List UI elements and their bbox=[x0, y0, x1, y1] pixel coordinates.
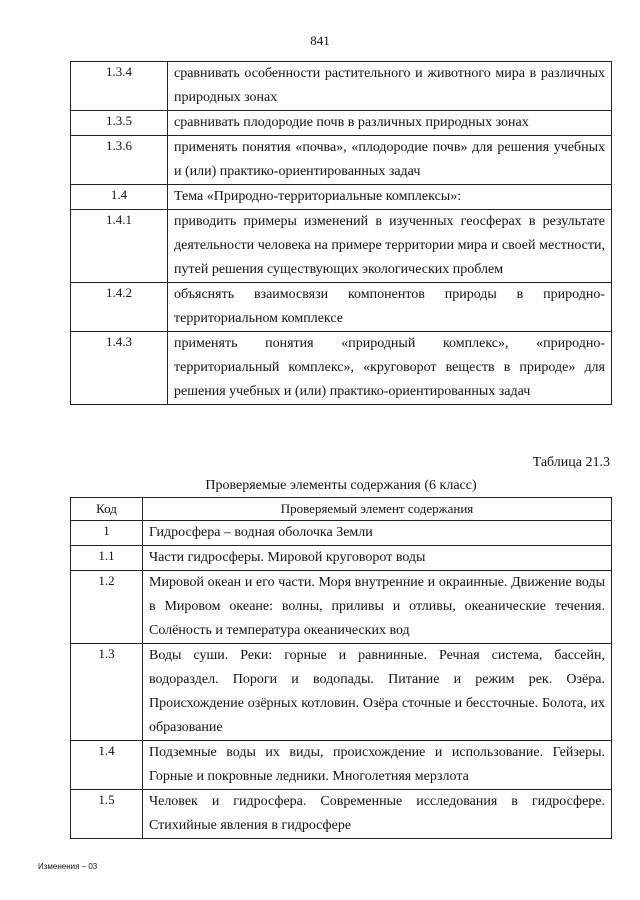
table-row bbox=[71, 332, 612, 405]
row-code: 1.4.1 bbox=[71, 210, 168, 283]
table-header-row bbox=[71, 498, 612, 521]
table-number: Таблица 21.3 bbox=[532, 455, 610, 470]
footer-revision: Изменения – 03 bbox=[38, 862, 98, 871]
page-number: 841 bbox=[310, 33, 330, 48]
table-row bbox=[71, 790, 612, 839]
row-text: применять понятия «почва», «плодородие почв» для решения учебных и (или) практико-ориентированных задач bbox=[168, 136, 612, 185]
row-text: приводить примеры изменений в изученных геосферах в результате деятельности человека на примере территории мира и своей местности, путей решения существующих экологических проблем bbox=[168, 210, 612, 283]
row-code: 1.2 bbox=[71, 571, 143, 644]
row-text: сравнивать плодородие почв в различных природных зонах bbox=[168, 111, 612, 136]
table-row bbox=[71, 644, 612, 741]
table-row bbox=[71, 546, 612, 571]
row-text: объяснять взаимосвязи компонентов природы в природно-территориальном комплексе bbox=[168, 283, 612, 332]
row-text: Части гидросферы. Мировой круговорот воды bbox=[143, 546, 612, 571]
row-text: Человек и гидросфера. Современные исследования в гидросфере. Стихийные явления в гидросфере bbox=[143, 790, 612, 839]
row-code: 1.4.3 bbox=[71, 332, 168, 405]
row-text: сравнивать особенности растительного и животного мира в различных природных зонах bbox=[168, 62, 612, 111]
table-row bbox=[71, 210, 612, 283]
table-row bbox=[71, 521, 612, 546]
row-code: 1.4 bbox=[71, 741, 143, 790]
table-row bbox=[71, 283, 612, 332]
table-row bbox=[71, 185, 612, 210]
row-code: 1.4 bbox=[71, 185, 168, 210]
row-code: 1.1 bbox=[71, 546, 143, 571]
header-code: Код bbox=[71, 498, 143, 521]
row-code: 1.3.4 bbox=[71, 62, 168, 111]
row-text: Мировой океан и его части. Моря внутренние и окраинные. Движение воды в Мировом океане: волны, приливы и отливы, океанические течения. Солёность и температура океанических вод bbox=[143, 571, 612, 644]
table-row bbox=[71, 571, 612, 644]
table-row bbox=[71, 111, 612, 136]
row-code: 1.3.5 bbox=[71, 111, 168, 136]
header-element: Проверяемый элемент содержания bbox=[143, 498, 612, 521]
table-row bbox=[71, 741, 612, 790]
outcomes-table bbox=[70, 61, 612, 405]
row-code: 1.3.6 bbox=[71, 136, 168, 185]
row-text: применять понятия «природный комплекс», «природно-территориальный комплекс», «круговорот веществ в природе» для решения учебных и (или) практико-ориентированных задач bbox=[168, 332, 612, 405]
row-text: Воды суши. Реки: горные и равнинные. Речная система, бассейн, водораздел. Пороги и водопады. Питание и режим рек. Озёра. Происхождение озёрных котловин. Озёра сточные и бессточные. Болота, их образование bbox=[143, 644, 612, 741]
row-text: Тема «Природно-территориальные комплексы»: bbox=[168, 185, 612, 210]
table-row bbox=[71, 62, 612, 111]
row-text: Подземные воды их виды, происхождение и использование. Гейзеры. Горные и покровные ледники. Многолетняя мерзлота bbox=[143, 741, 612, 790]
content-elements-table bbox=[70, 497, 612, 839]
row-text: Гидросфера – водная оболочка Земли bbox=[143, 521, 612, 546]
row-code: 1 bbox=[71, 521, 143, 546]
row-code: 1.4.2 bbox=[71, 283, 168, 332]
table-caption: Проверяемые элементы содержания (6 класс) bbox=[205, 478, 477, 493]
table-row bbox=[71, 136, 612, 185]
row-code: 1.3 bbox=[71, 644, 143, 741]
row-code: 1.5 bbox=[71, 790, 143, 839]
